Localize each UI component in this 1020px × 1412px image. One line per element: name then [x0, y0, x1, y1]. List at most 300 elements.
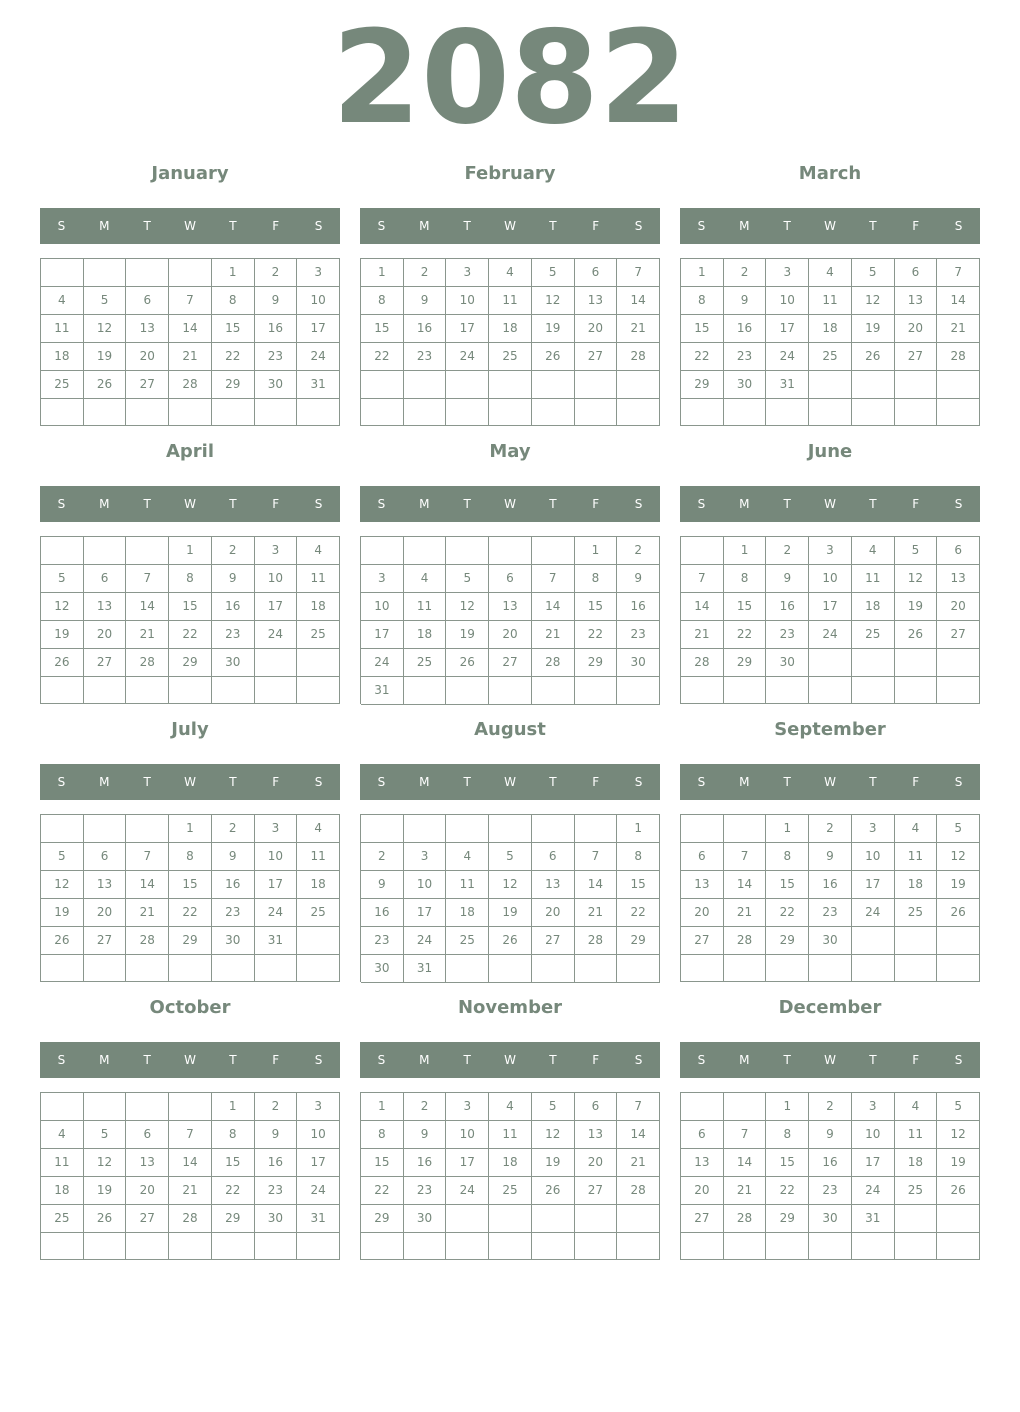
day-cell: 13 [84, 593, 127, 621]
day-cell: 11 [297, 565, 340, 593]
day-cell: 5 [41, 565, 84, 593]
day-cell: 31 [766, 371, 809, 399]
day-grid [40, 814, 340, 982]
day-cell: 1 [361, 1093, 404, 1121]
day-cell: 16 [404, 315, 447, 343]
weekday-header [680, 764, 980, 800]
day-cell: 20 [126, 1177, 169, 1205]
weekday-label: T [229, 219, 237, 233]
day-cell: 7 [169, 287, 212, 315]
empty-cell [937, 955, 980, 982]
weekday-label: F [592, 497, 600, 511]
day-cell: 8 [169, 565, 212, 593]
empty-cell [937, 371, 980, 399]
year-title: 2082 [331, 4, 689, 153]
weekday-label: M [739, 1053, 750, 1067]
weekday-label: T [143, 219, 151, 233]
day-cell: 11 [852, 565, 895, 593]
day-cell: 17 [852, 871, 895, 899]
day-cell: 2 [766, 537, 809, 565]
day-cell: 17 [361, 621, 404, 649]
day-cell: 31 [297, 1205, 340, 1233]
weekday-header [360, 486, 660, 522]
day-cell: 21 [575, 899, 618, 927]
empty-cell [937, 399, 980, 426]
empty-cell [575, 399, 618, 427]
day-cell: 11 [489, 287, 532, 315]
day-cell: 10 [361, 593, 404, 621]
day-cell: 5 [937, 815, 980, 843]
empty-cell [126, 259, 169, 287]
day-cell: 10 [297, 287, 340, 315]
day-cell: 30 [361, 955, 404, 983]
day-cell: 1 [212, 1093, 255, 1121]
day-cell: 17 [446, 315, 489, 343]
day-cell: 11 [297, 843, 340, 871]
day-cell: 3 [255, 537, 298, 565]
day-cell: 2 [255, 259, 298, 287]
empty-cell [361, 815, 404, 843]
month-march [680, 156, 980, 426]
day-cell: 25 [489, 1177, 532, 1205]
day-cell: 9 [766, 565, 809, 593]
day-cell: 21 [724, 1177, 767, 1205]
day-cell: 18 [446, 899, 489, 927]
empty-cell [41, 955, 84, 982]
day-cell: 26 [41, 649, 84, 677]
day-cell: 30 [617, 649, 660, 677]
day-cell: 28 [617, 343, 660, 371]
empty-cell [489, 537, 532, 565]
day-cell: 3 [809, 537, 852, 565]
empty-cell [895, 1205, 938, 1233]
month-name: April [165, 441, 215, 462]
day-cell: 17 [255, 593, 298, 621]
empty-cell [446, 1205, 489, 1233]
day-cell: 20 [575, 1149, 618, 1177]
day-cell: 3 [297, 1093, 340, 1121]
weekday-label: M [99, 497, 110, 511]
day-cell: 24 [255, 899, 298, 927]
day-cell: 28 [169, 371, 212, 399]
empty-cell [766, 399, 809, 426]
day-cell: 3 [446, 1093, 489, 1121]
day-cell: 14 [681, 593, 724, 621]
day-cell: 15 [169, 593, 212, 621]
empty-cell [766, 955, 809, 982]
month-name: May [489, 441, 531, 462]
day-cell: 2 [212, 537, 255, 565]
empty-cell [532, 399, 575, 427]
weekday-label: F [592, 775, 600, 789]
empty-cell [169, 399, 212, 426]
day-cell: 27 [126, 1205, 169, 1233]
empty-cell [852, 1233, 895, 1260]
day-cell: 26 [446, 649, 489, 677]
empty-cell [361, 537, 404, 565]
empty-cell [809, 371, 852, 399]
weekday-label: M [419, 219, 430, 233]
day-cell: 19 [84, 343, 127, 371]
weekday-header [40, 208, 340, 244]
day-cell: 7 [724, 843, 767, 871]
empty-cell [446, 677, 489, 705]
day-cell: 28 [126, 927, 169, 955]
day-cell: 11 [895, 843, 938, 871]
day-cell: 21 [617, 1149, 660, 1177]
day-cell: 25 [297, 899, 340, 927]
day-cell: 4 [446, 843, 489, 871]
weekday-label: S [314, 219, 323, 233]
weekday-label: S [377, 219, 386, 233]
day-cell: 16 [361, 899, 404, 927]
day-cell: 24 [297, 343, 340, 371]
day-cell: 31 [361, 677, 404, 705]
empty-cell [617, 399, 660, 427]
day-cell: 12 [41, 871, 84, 899]
day-cell: 12 [532, 1121, 575, 1149]
day-cell: 27 [681, 927, 724, 955]
empty-cell [446, 955, 489, 983]
empty-cell [41, 1093, 84, 1121]
day-cell: 16 [212, 593, 255, 621]
weekday-label: F [272, 497, 280, 511]
day-cell: 7 [617, 1093, 660, 1121]
day-cell: 19 [41, 899, 84, 927]
weekday-header [40, 486, 340, 522]
day-cell: 2 [404, 1093, 447, 1121]
day-cell: 27 [895, 343, 938, 371]
weekday-label: F [272, 219, 280, 233]
day-cell: 10 [809, 565, 852, 593]
empty-cell [84, 1233, 127, 1260]
day-cell: 13 [84, 871, 127, 899]
weekday-label: T [783, 497, 791, 511]
empty-cell [255, 399, 298, 426]
day-cell: 2 [809, 1093, 852, 1121]
day-cell: 16 [766, 593, 809, 621]
day-cell: 23 [724, 343, 767, 371]
empty-cell [41, 677, 84, 704]
empty-cell [126, 399, 169, 426]
day-cell: 12 [489, 871, 532, 899]
day-cell: 30 [212, 927, 255, 955]
day-cell: 20 [126, 343, 169, 371]
month-name: March [798, 163, 862, 184]
day-cell: 8 [212, 1121, 255, 1149]
empty-cell [895, 927, 938, 955]
day-cell: 16 [724, 315, 767, 343]
weekday-label: T [549, 775, 557, 789]
day-cell: 18 [809, 315, 852, 343]
day-cell: 12 [895, 565, 938, 593]
day-cell: 22 [212, 343, 255, 371]
day-cell: 5 [446, 565, 489, 593]
day-cell: 3 [404, 843, 447, 871]
month-name: August [474, 719, 546, 740]
empty-cell [617, 1205, 660, 1233]
day-cell: 13 [681, 871, 724, 899]
empty-cell [489, 399, 532, 427]
day-cell: 21 [169, 343, 212, 371]
day-grid [360, 536, 660, 704]
empty-cell [895, 677, 938, 704]
empty-cell [446, 399, 489, 427]
weekday-header [360, 764, 660, 800]
day-cell: 15 [681, 315, 724, 343]
day-grid [360, 1092, 660, 1260]
day-cell: 13 [489, 593, 532, 621]
month-name: June [807, 441, 853, 462]
day-cell: 5 [489, 843, 532, 871]
day-cell: 8 [361, 287, 404, 315]
weekday-label: F [912, 219, 920, 233]
day-cell: 26 [532, 1177, 575, 1205]
day-cell: 4 [852, 537, 895, 565]
day-cell: 17 [766, 315, 809, 343]
day-cell: 11 [41, 315, 84, 343]
day-cell: 10 [852, 1121, 895, 1149]
day-cell: 16 [255, 315, 298, 343]
weekday-label: W [824, 775, 836, 789]
day-cell: 22 [766, 1177, 809, 1205]
day-cell: 26 [937, 899, 980, 927]
day-cell: 13 [126, 1149, 169, 1177]
day-cell: 26 [489, 927, 532, 955]
empty-cell [681, 1093, 724, 1121]
day-cell: 14 [617, 1121, 660, 1149]
day-cell: 24 [809, 621, 852, 649]
empty-cell [575, 1205, 618, 1233]
day-cell: 29 [681, 371, 724, 399]
day-cell: 24 [852, 1177, 895, 1205]
weekday-label: T [869, 1053, 877, 1067]
weekday-label: T [143, 1053, 151, 1067]
weekday-label: T [869, 497, 877, 511]
day-cell: 23 [361, 927, 404, 955]
empty-cell [404, 677, 447, 705]
weekday-label: W [504, 497, 516, 511]
month-august [360, 712, 660, 982]
month-january [40, 156, 340, 426]
day-cell: 23 [404, 1177, 447, 1205]
day-cell: 25 [895, 1177, 938, 1205]
day-cell: 6 [532, 843, 575, 871]
empty-cell [297, 1233, 340, 1260]
day-cell: 4 [895, 815, 938, 843]
day-cell: 20 [532, 899, 575, 927]
empty-cell [84, 537, 127, 565]
weekday-label: T [783, 1053, 791, 1067]
weekday-label: T [143, 497, 151, 511]
day-cell: 12 [532, 287, 575, 315]
empty-cell [489, 955, 532, 983]
empty-cell [895, 955, 938, 982]
day-cell: 14 [169, 315, 212, 343]
empty-cell [809, 399, 852, 426]
day-cell: 29 [212, 1205, 255, 1233]
day-cell: 3 [297, 259, 340, 287]
month-name: January [151, 163, 229, 184]
empty-cell [617, 1233, 660, 1260]
day-cell: 21 [724, 899, 767, 927]
empty-cell [212, 677, 255, 704]
day-cell: 6 [681, 1121, 724, 1149]
day-cell: 19 [532, 1149, 575, 1177]
day-cell: 25 [852, 621, 895, 649]
weekday-label: T [229, 1053, 237, 1067]
day-cell: 28 [937, 343, 980, 371]
weekday-label: W [504, 1053, 516, 1067]
day-cell: 14 [126, 593, 169, 621]
weekday-label: S [954, 775, 963, 789]
empty-cell [489, 677, 532, 705]
weekday-label: M [419, 775, 430, 789]
weekday-label: S [697, 775, 706, 789]
empty-cell [617, 955, 660, 983]
empty-cell [404, 537, 447, 565]
weekday-label: S [314, 497, 323, 511]
day-cell: 19 [532, 315, 575, 343]
empty-cell [169, 1233, 212, 1260]
empty-cell [126, 1093, 169, 1121]
day-cell: 18 [895, 1149, 938, 1177]
day-cell: 19 [895, 593, 938, 621]
day-cell: 9 [809, 1121, 852, 1149]
weekday-label: S [57, 775, 66, 789]
day-cell: 23 [255, 1177, 298, 1205]
day-cell: 23 [212, 621, 255, 649]
day-cell: 16 [255, 1149, 298, 1177]
day-cell: 28 [126, 649, 169, 677]
day-cell: 31 [255, 927, 298, 955]
empty-cell [41, 1233, 84, 1260]
day-cell: 15 [617, 871, 660, 899]
weekday-label: S [697, 219, 706, 233]
day-cell: 22 [766, 899, 809, 927]
empty-cell [212, 955, 255, 982]
empty-cell [361, 371, 404, 399]
day-grid [40, 258, 340, 426]
day-cell: 1 [766, 1093, 809, 1121]
weekday-label: S [697, 497, 706, 511]
day-cell: 6 [84, 565, 127, 593]
day-cell: 18 [489, 315, 532, 343]
weekday-label: W [824, 1053, 836, 1067]
day-cell: 20 [575, 315, 618, 343]
weekday-label: T [463, 219, 471, 233]
day-cell: 28 [532, 649, 575, 677]
day-cell: 18 [895, 871, 938, 899]
empty-cell [84, 1093, 127, 1121]
day-cell: 9 [212, 565, 255, 593]
empty-cell [532, 815, 575, 843]
empty-cell [532, 371, 575, 399]
day-cell: 5 [895, 537, 938, 565]
day-cell: 26 [937, 1177, 980, 1205]
empty-cell [404, 815, 447, 843]
day-cell: 22 [575, 621, 618, 649]
day-cell: 2 [617, 537, 660, 565]
empty-cell [84, 955, 127, 982]
day-cell: 26 [41, 927, 84, 955]
day-cell: 10 [404, 871, 447, 899]
day-cell: 14 [169, 1149, 212, 1177]
day-cell: 18 [41, 343, 84, 371]
day-cell: 8 [575, 565, 618, 593]
day-cell: 9 [255, 1121, 298, 1149]
weekday-label: S [634, 219, 643, 233]
day-cell: 15 [766, 1149, 809, 1177]
day-cell: 12 [937, 1121, 980, 1149]
day-cell: 6 [126, 1121, 169, 1149]
weekday-label: T [463, 497, 471, 511]
empty-cell [489, 1233, 532, 1260]
empty-cell [361, 399, 404, 427]
weekday-label: F [592, 1053, 600, 1067]
day-cell: 12 [84, 1149, 127, 1177]
empty-cell [41, 259, 84, 287]
day-cell: 30 [212, 649, 255, 677]
weekday-label: W [824, 219, 836, 233]
day-cell: 7 [617, 259, 660, 287]
day-cell: 24 [361, 649, 404, 677]
weekday-label: M [99, 219, 110, 233]
month-name: October [149, 997, 231, 1018]
empty-cell [297, 677, 340, 704]
day-cell: 28 [681, 649, 724, 677]
day-cell: 5 [937, 1093, 980, 1121]
day-cell: 16 [809, 871, 852, 899]
day-cell: 29 [212, 371, 255, 399]
day-cell: 11 [489, 1121, 532, 1149]
day-cell: 27 [126, 371, 169, 399]
month-july [40, 712, 340, 982]
day-cell: 23 [809, 1177, 852, 1205]
empty-cell [169, 1093, 212, 1121]
empty-cell [852, 399, 895, 426]
day-cell: 28 [724, 927, 767, 955]
empty-cell [937, 927, 980, 955]
weekday-label: S [634, 775, 643, 789]
day-cell: 14 [617, 287, 660, 315]
empty-cell [532, 677, 575, 705]
day-cell: 20 [937, 593, 980, 621]
day-cell: 1 [766, 815, 809, 843]
day-cell: 10 [852, 843, 895, 871]
weekday-label: W [504, 775, 516, 789]
day-cell: 3 [255, 815, 298, 843]
day-cell: 16 [212, 871, 255, 899]
day-cell: 29 [724, 649, 767, 677]
day-cell: 21 [532, 621, 575, 649]
empty-cell [532, 537, 575, 565]
day-cell: 8 [617, 843, 660, 871]
day-cell: 17 [404, 899, 447, 927]
empty-cell [404, 1233, 447, 1260]
day-cell: 4 [489, 1093, 532, 1121]
empty-cell [297, 649, 340, 677]
day-cell: 7 [937, 259, 980, 287]
day-cell: 12 [41, 593, 84, 621]
empty-cell [766, 677, 809, 704]
weekday-label: F [912, 1053, 920, 1067]
day-cell: 19 [937, 1149, 980, 1177]
empty-cell [255, 649, 298, 677]
day-cell: 22 [212, 1177, 255, 1205]
day-cell: 26 [852, 343, 895, 371]
day-cell: 30 [766, 649, 809, 677]
